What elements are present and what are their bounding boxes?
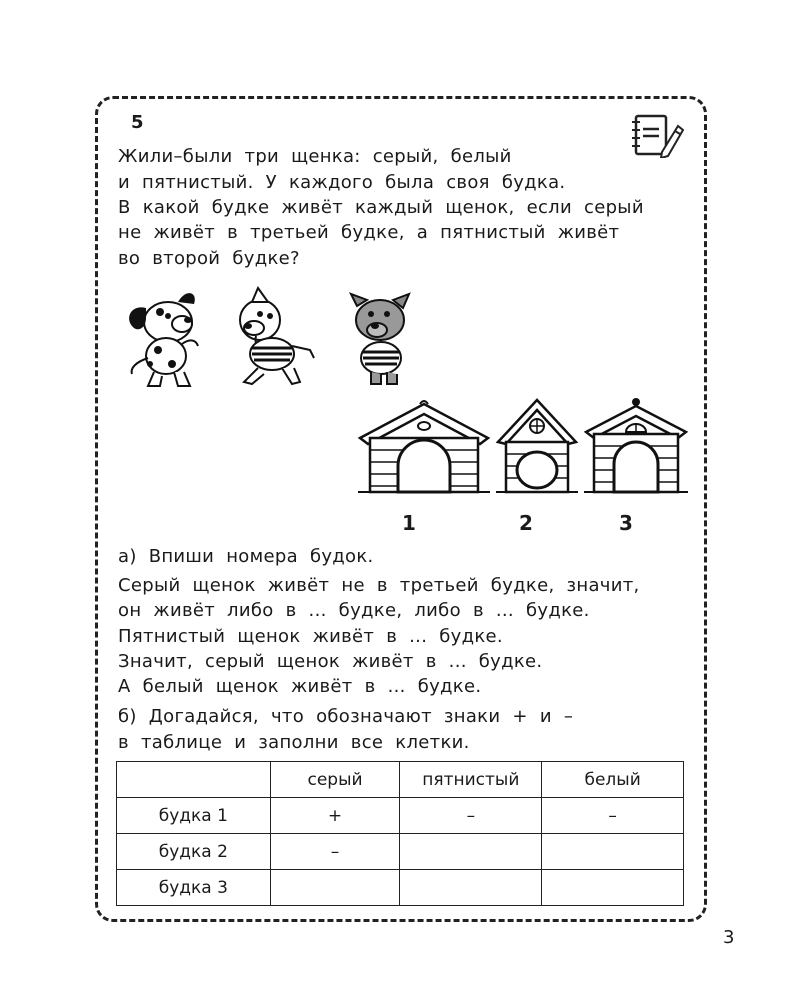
table-cell[interactable]: – — [270, 834, 400, 870]
table-header-cell: пятнистый — [400, 762, 542, 798]
story-line: не живёт в третьей будке, а пятнистый живёт — [118, 222, 620, 243]
house-number-1: 1 — [402, 511, 416, 535]
part-a-line: Пятнистый щенок живёт в ... будке. — [118, 626, 503, 647]
house-number-3: 3 — [619, 511, 633, 535]
part-a-instruction: а) Впиши номера будок. — [118, 546, 374, 567]
part-b-line: в таблице и заполни все клетки. — [118, 732, 470, 753]
white-puppy-image — [222, 286, 322, 390]
row-label: будка 2 — [117, 834, 271, 870]
part-a-line: он живёт либо в ... будке, либо в ... будке. — [118, 600, 590, 621]
table-cell[interactable] — [270, 870, 400, 906]
story-line: В какой будке живёт каждый щенок, если серый — [118, 197, 644, 218]
doghouse-1-image — [356, 398, 492, 496]
table-header-cell — [117, 762, 271, 798]
table-cell[interactable] — [542, 834, 684, 870]
story-line: во второй будке? — [118, 248, 300, 269]
table-cell[interactable] — [400, 834, 542, 870]
table-cell[interactable]: – — [400, 798, 542, 834]
answer-table — [116, 761, 684, 906]
table-header-row — [117, 762, 684, 798]
story-line: Жили–были три щенка: серый, белый — [118, 146, 512, 167]
row-label: будка 3 — [117, 870, 271, 906]
doghouse-3-image — [584, 396, 688, 496]
house-number-2: 2 — [519, 511, 533, 535]
part-a-line: Серый щенок живёт не в третьей будке, значит, — [118, 575, 640, 596]
table-cell[interactable]: + — [270, 798, 400, 834]
table-cell[interactable] — [400, 870, 542, 906]
table-cell[interactable]: – — [542, 798, 684, 834]
table-row — [117, 798, 684, 834]
grey-puppy-image — [343, 292, 419, 388]
table-row — [117, 870, 684, 906]
story-line: и пятнистый. У каждого была своя будка. — [118, 172, 566, 193]
spotted-puppy-image — [120, 286, 210, 392]
page-number: 3 — [723, 927, 735, 948]
table-row — [117, 834, 684, 870]
doghouse-2-image — [494, 398, 580, 496]
table-header-cell: белый — [542, 762, 684, 798]
table-header-cell: серый — [270, 762, 400, 798]
task-number: 5 — [131, 112, 144, 133]
table-cell[interactable] — [542, 870, 684, 906]
part-a-line: А белый щенок живёт в ... будке. — [118, 676, 482, 697]
row-label: будка 1 — [117, 798, 271, 834]
part-a-line: Значит, серый щенок живёт в ... будке. — [118, 651, 543, 672]
notebook-pencil-icon — [628, 112, 686, 158]
part-b-line: б) Догадайся, что обозначают знаки + и – — [118, 706, 574, 727]
